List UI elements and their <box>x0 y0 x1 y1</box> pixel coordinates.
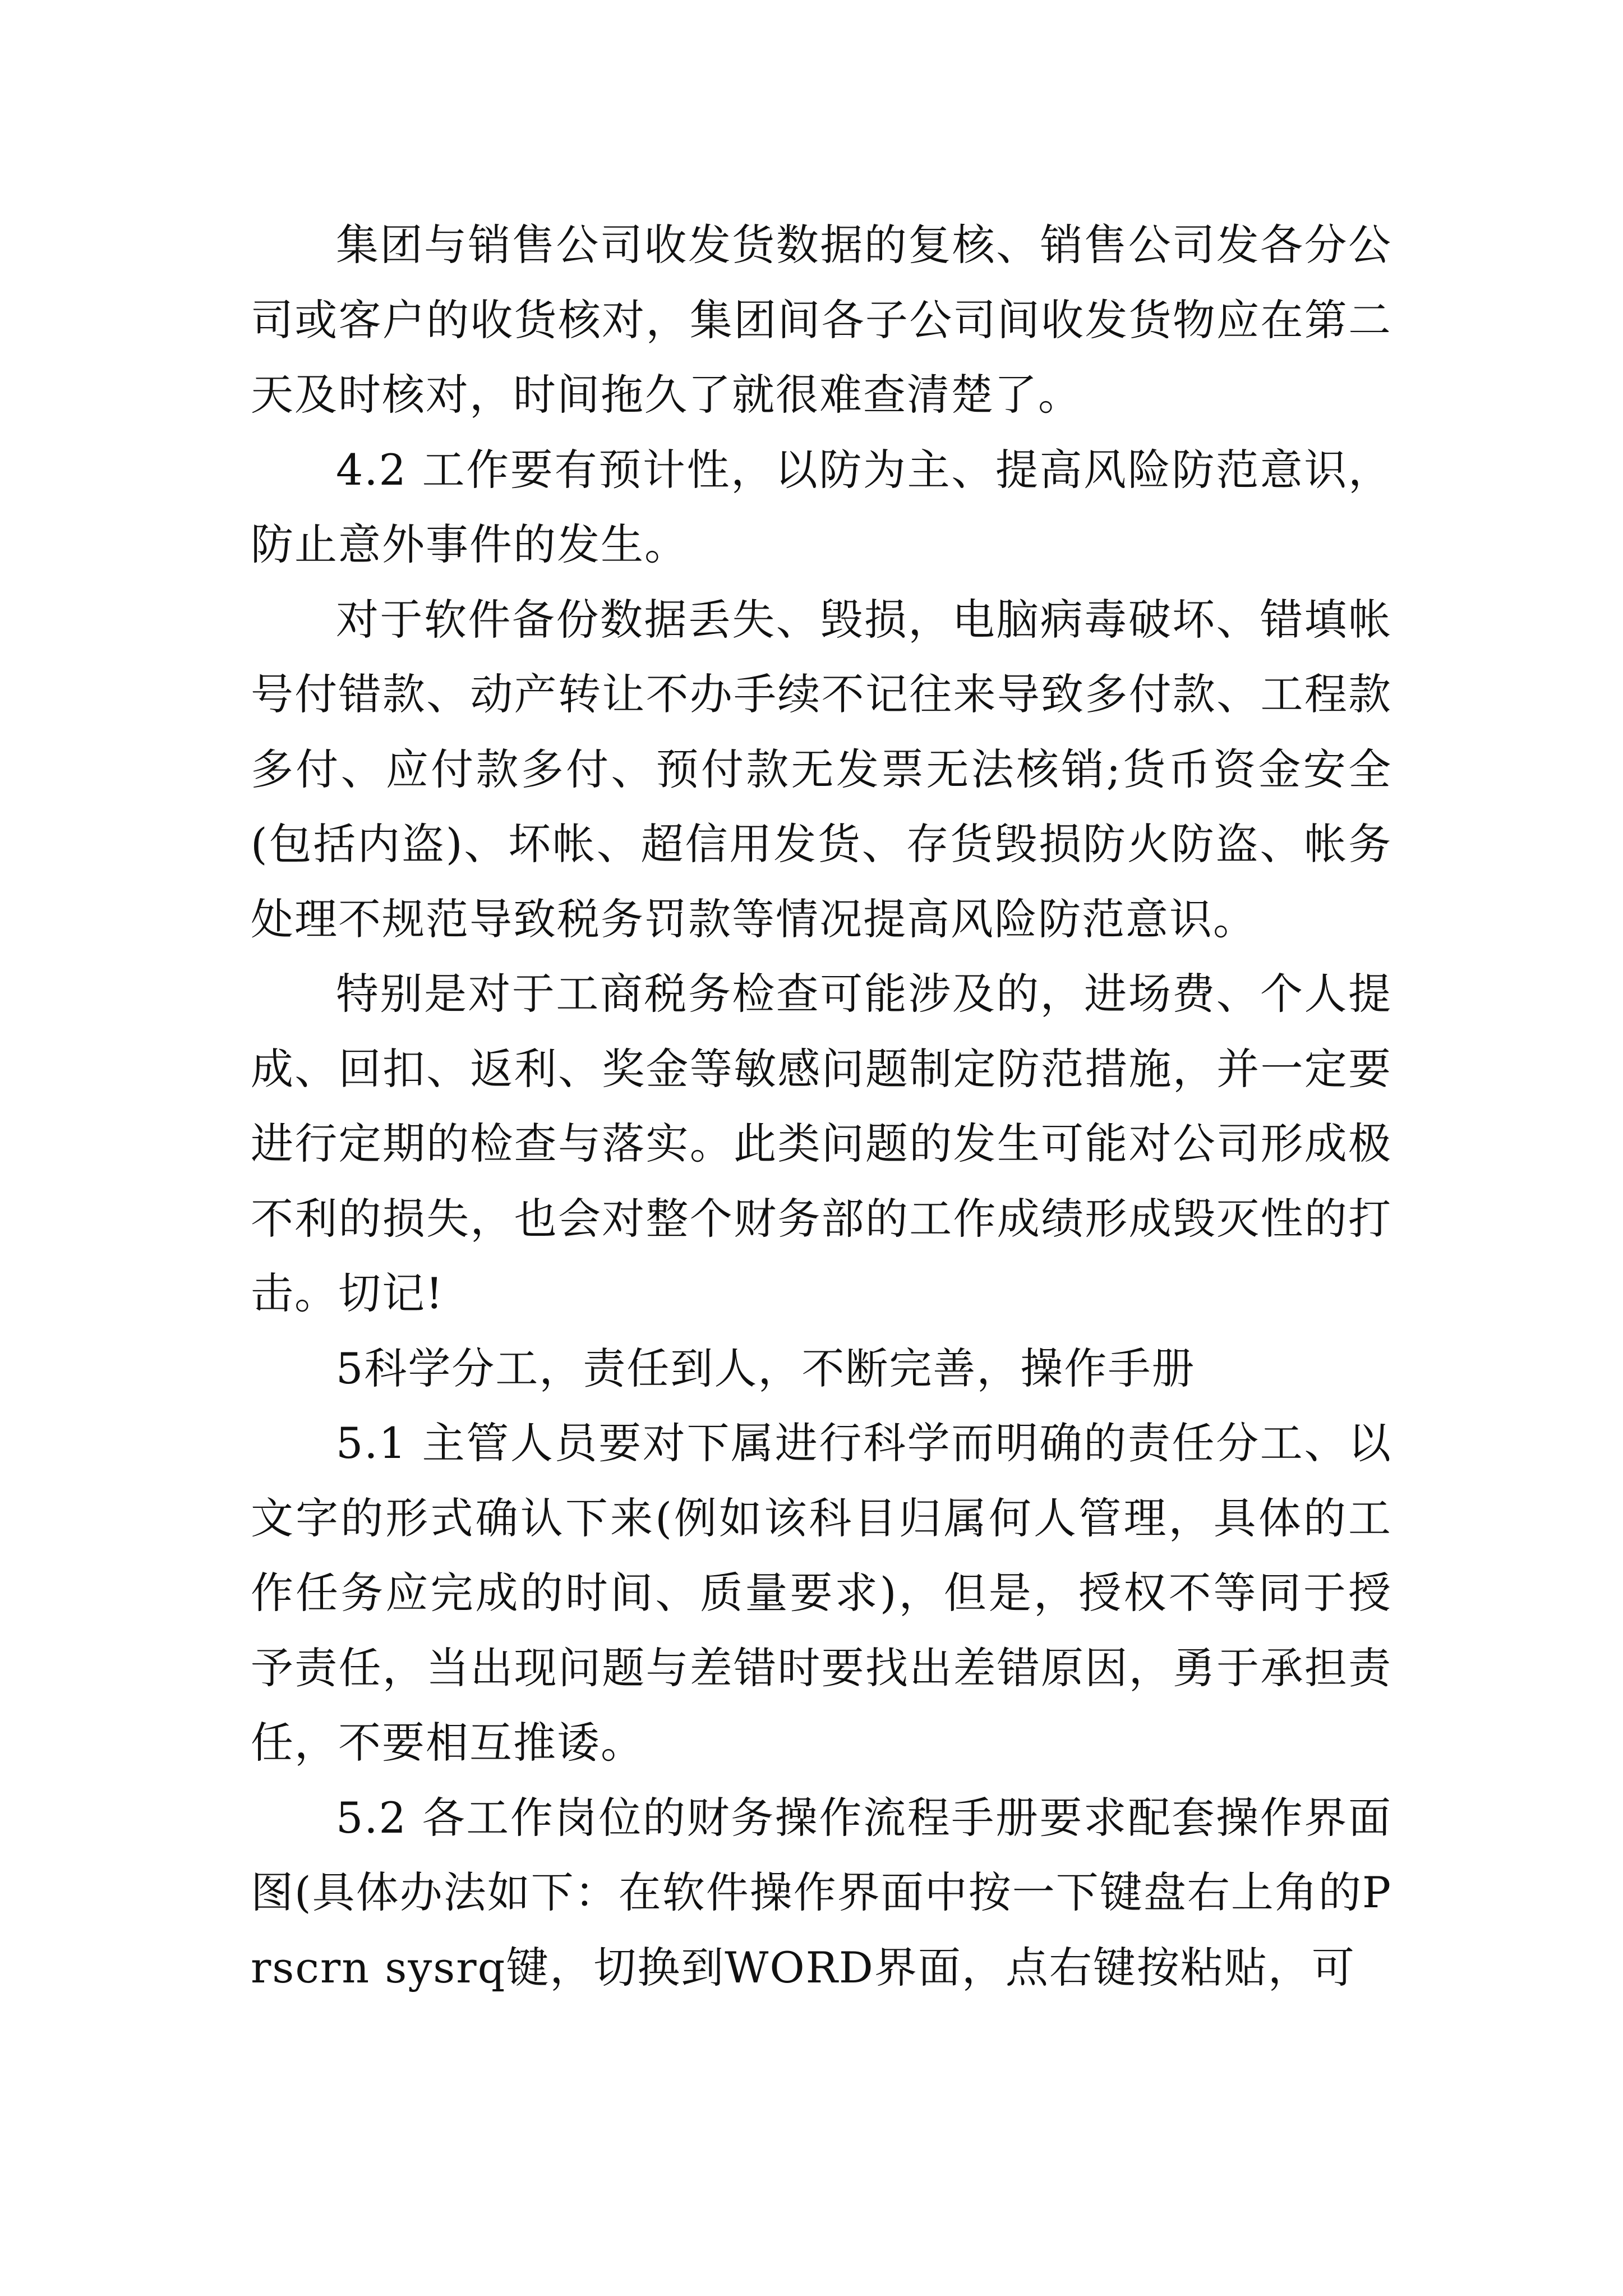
paragraph-6: 5.1 主管人员要对下属进行科学而明确的责任分工、以文字的形式确认下来(例如该科目归属何人管理，具体的工作任务应完成的时间、质量要求)，但是，授权不等同于授予责任，当出现问题与差错时要找出差错原因，勇于承担责任，不要相互推诿。 <box>251 1418 1392 1768</box>
paragraph-7: 5.2 各工作岗位的财务操作流程手册要求配套操作界面图(具体办法如下：在软件操作界面中按一下键盘右上角的Prscrn sysrq键，切换到WORD界面，点右键按粘贴，可 <box>251 1792 1392 1993</box>
paragraph-3: 对于软件备份数据丢失、毁损，电脑病毒破坏、错填帐号付错款、动产转让不办手续不记往来导致多付款、工程款多付、应付款多付、预付款无发票无法核销;货币资金安全(包括内盗)、坏帐、超信用发货、存货毁损防火防盗、帐务处理不规范导致税务罚款等情况提高风险防范意识。 <box>251 594 1392 944</box>
paragraph-5: 5科学分工，责任到人，不断完善，操作手册 <box>336 1343 1196 1393</box>
document-body <box>251 208 1392 2005</box>
paragraph-2: 4.2 工作要有预计性，以防为主、提高风险防范意识，防止意外事件的发生。 <box>251 444 1392 569</box>
paragraph-1: 集团与销售公司收发货数据的复核、销售公司发各分公司或客户的收货核对，集团间各子公司间收发货物应在第二天及时核对，时间拖久了就很难查清楚了。 <box>251 220 1392 420</box>
paragraph-4: 特别是对于工商税务检查可能涉及的，进场费、个人提成、回扣、返利、奖金等敏感问题制定防范措施，并一定要进行定期的检查与落实。此类问题的发生可能对公司形成极不利的损失，也会对整个财务部的工作成绩形成毁灭性的打击。切记! <box>251 969 1392 1318</box>
